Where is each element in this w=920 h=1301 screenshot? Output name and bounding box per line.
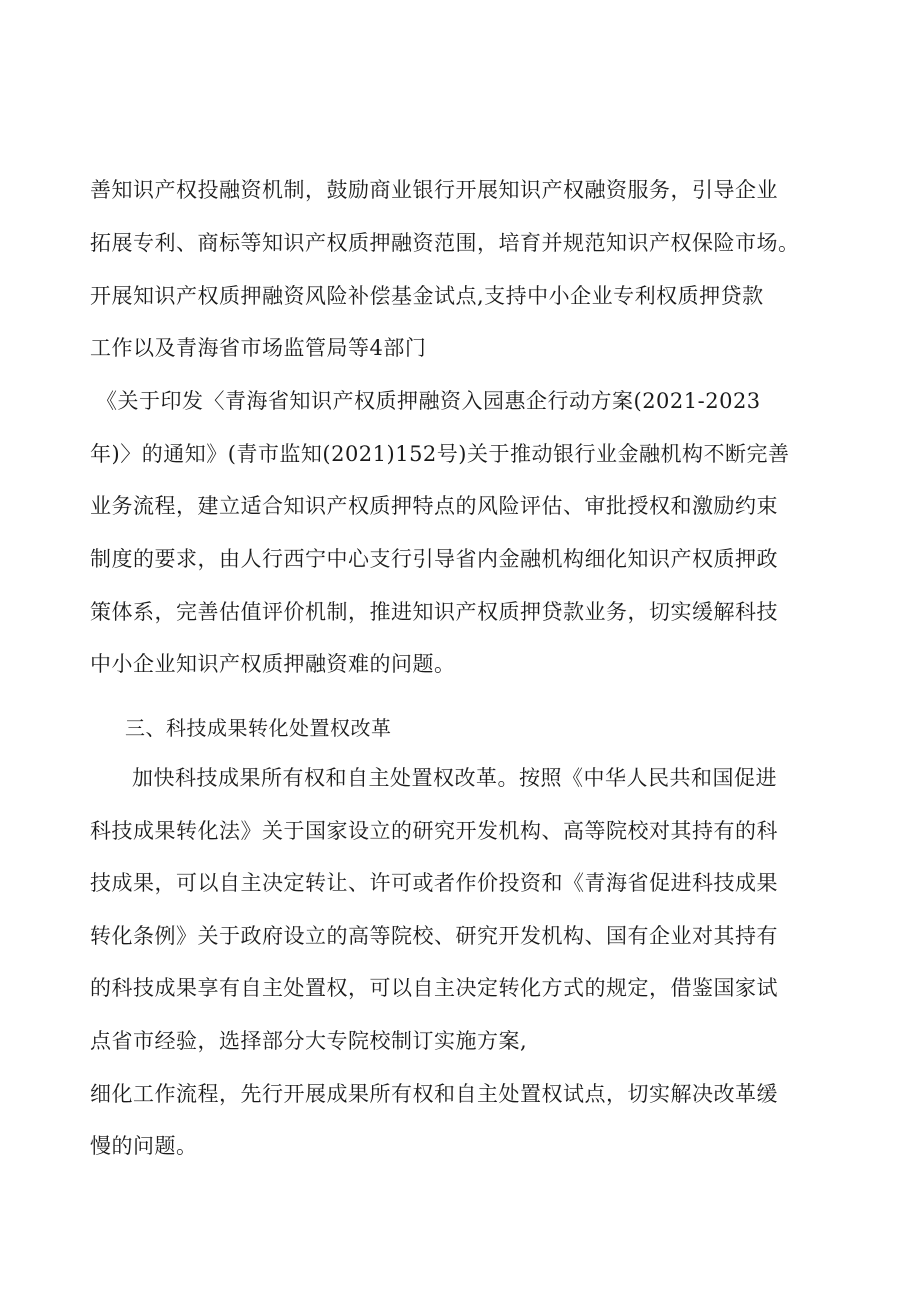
paragraph-line: 制度的要求，由人行西宁中心支行引导省内金融机构细化知识产权质押政 (90, 547, 778, 571)
paragraph-line: 科技成果转化法》关于国家设立的研究开发机构、高等院校对其持有的科 (90, 819, 778, 843)
paragraph-line: 策体系，完善估值评价机制，推进知识产权质押贷款业务，切实缓解科技 (90, 600, 778, 624)
paragraph-line: 慢的问题。 (90, 1134, 198, 1158)
paragraph-line: 点省市经验，选择部分大专院校制订实施方案, (90, 1029, 528, 1053)
paragraph-line: 开展知识产权质押融资风险补偿基金试点,支持中小企业专利权质押贷款 (90, 284, 764, 308)
paragraph-line: 中小企业知识产权质押融资难的问题。 (90, 652, 456, 676)
paragraph-line: 的科技成果享有自主处置权，可以自主决定转化方式的规定，借鉴国家试 (90, 976, 778, 1000)
paragraph-line: 细化工作流程，先行开展成果所有权和自主处置权试点，切实解决改革缓 (90, 1082, 778, 1106)
paragraph-line: 转化条例》关于政府设立的高等院校、研究开发机构、国有企业对其持有 (90, 924, 778, 948)
paragraph-line: 工作以及青海省市场监管局等4部门 (90, 336, 427, 360)
paragraph-line: 业务流程，建立适合知识产权质押特点的风险评估、审批授权和激励约束 (90, 494, 778, 518)
section-heading: 三、科技成果转化处置权改革 (125, 716, 392, 740)
paragraph-line: 年)〉的通知》(青市监知(2021)152号)关于推动银行业金融机构不断完善 (90, 442, 790, 466)
paragraph-line: 拓展专利、商标等知识产权质押融资范围，培育并规范知识产权保险市场。 (90, 231, 800, 255)
paragraph-line: 加快科技成果所有权和自主处置权改革。按照《中华人民共和国促进 (132, 766, 777, 790)
paragraph-line: 技成果，可以自主决定转让、许可或者作价投资和《青海省促进科技成果 (90, 871, 778, 895)
paragraph-line: 《关于印发〈青海省知识产权质押融资入园惠企行动方案(2021-2023 (96, 389, 761, 413)
paragraph-line: 善知识产权投融资机制，鼓励商业银行开展知识产权融资服务，引导企业 (90, 178, 778, 202)
